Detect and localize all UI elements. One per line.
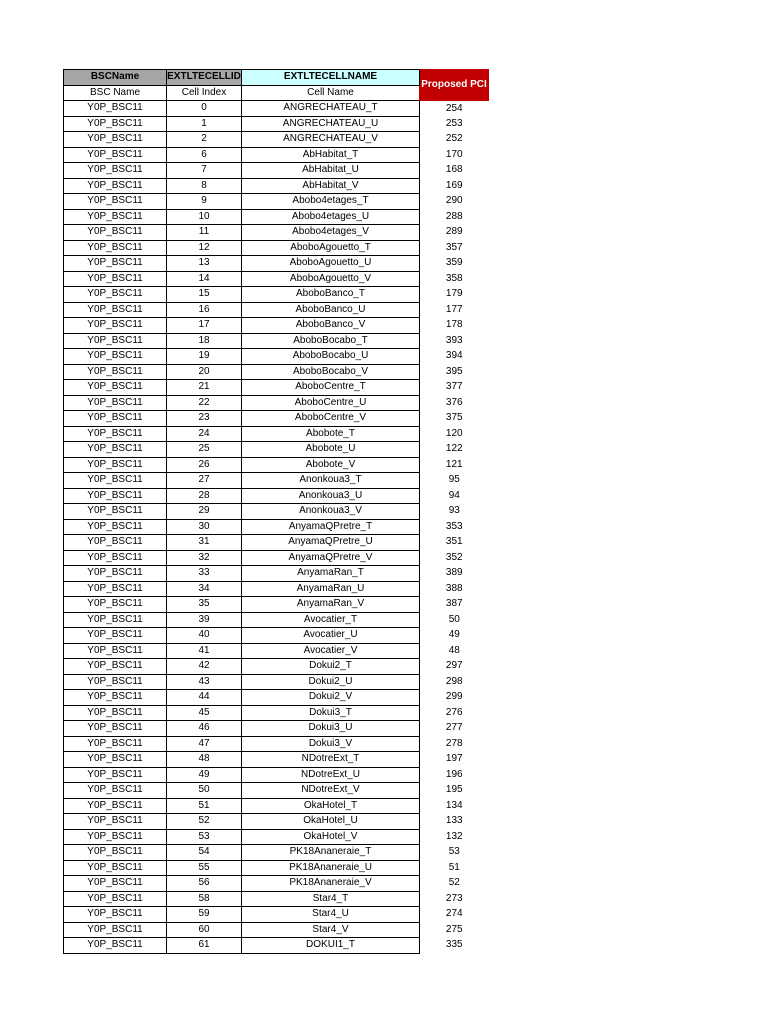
pci-cell[interactable]: 253 (445, 117, 463, 129)
cell-index-cell[interactable]: 6 (167, 147, 242, 163)
pci-cell[interactable]: 289 (445, 226, 463, 238)
pci-cell[interactable]: 52 (448, 877, 460, 889)
cell-name-cell[interactable]: AnyamaQPretre_T (242, 519, 420, 535)
cell-name-cell[interactable]: Abobote_T (242, 426, 420, 442)
table-row (64, 380, 489, 396)
table-row (64, 349, 489, 365)
table-row (64, 891, 489, 907)
cell-name-cell[interactable]: Star4_V (242, 922, 420, 938)
table-row (64, 721, 489, 737)
cell-name-cell[interactable]: AboboCentre_V (242, 411, 420, 427)
pci-cell[interactable]: 48 (448, 644, 460, 656)
table-row (64, 256, 489, 272)
table-row (64, 271, 489, 287)
cell-index-cell[interactable]: 28 (167, 488, 242, 504)
bsc-cell[interactable]: Y0P_BSC11 (64, 442, 167, 458)
cell-name-cell[interactable]: Dokui3_U (242, 721, 420, 737)
table-row (64, 488, 489, 504)
cell-index-cell[interactable]: 58 (167, 891, 242, 907)
bsc-cell[interactable]: Y0P_BSC11 (64, 333, 167, 349)
cell-name-cell[interactable]: Dokui2_V (242, 690, 420, 706)
table-row (64, 225, 489, 241)
bsc-cell[interactable]: Y0P_BSC11 (64, 194, 167, 210)
cell-index-cell[interactable]: 22 (167, 395, 242, 411)
pci-cell[interactable]: 297 (445, 660, 463, 672)
pci-cell[interactable]: 298 (445, 675, 463, 687)
bsc-cell[interactable]: Y0P_BSC11 (64, 147, 167, 163)
pci-cell[interactable]: 170 (445, 148, 463, 160)
cell-index-cell[interactable]: 52 (167, 814, 242, 830)
cell-name-cell[interactable]: ANGRECHATEAU_T (242, 101, 420, 117)
pci-cell[interactable]: 387 (445, 598, 463, 610)
bsc-cell[interactable]: Y0P_BSC11 (64, 721, 167, 737)
bsc-cell[interactable]: Y0P_BSC11 (64, 938, 167, 954)
table-row (64, 116, 489, 132)
cell-index-cell[interactable]: 20 (167, 364, 242, 380)
cell-name-cell[interactable]: AboboBanco_V (242, 318, 420, 334)
cell-index-cell[interactable]: 15 (167, 287, 242, 303)
table-row (64, 783, 489, 799)
cell-index-cell[interactable]: 29 (167, 504, 242, 520)
table-row (64, 519, 489, 535)
cell-name-cell[interactable]: Avocatier_T (242, 612, 420, 628)
cell-name-cell[interactable]: NDotreExt_U (242, 767, 420, 783)
cell-name-cell[interactable]: Abobo4etages_U (242, 209, 420, 225)
table-row (64, 938, 489, 954)
table-row (64, 132, 489, 148)
bsc-cell[interactable]: Y0P_BSC11 (64, 752, 167, 768)
cell-name-cell[interactable]: Anonkoua3_V (242, 504, 420, 520)
bsc-cell[interactable]: Y0P_BSC11 (64, 178, 167, 194)
subheader-bsc-name[interactable]: BSC Name (64, 85, 167, 101)
bsc-cell[interactable]: Y0P_BSC11 (64, 612, 167, 628)
bsc-cell[interactable]: Y0P_BSC11 (64, 116, 167, 132)
cell-name-cell[interactable]: Star4_T (242, 891, 420, 907)
pci-cell[interactable]: 196 (445, 768, 463, 780)
table-row (64, 163, 489, 179)
pci-cell[interactable]: 50 (448, 613, 460, 625)
cell-name-cell[interactable]: Abobote_V (242, 457, 420, 473)
pci-cell[interactable]: 388 (445, 582, 463, 594)
bsc-cell[interactable]: Y0P_BSC11 (64, 163, 167, 179)
cell-index-cell[interactable]: 1 (167, 116, 242, 132)
cell-name-cell[interactable]: ANGRECHATEAU_V (242, 132, 420, 148)
cell-name-cell[interactable]: AboboBocabo_U (242, 349, 420, 365)
cell-index-cell[interactable]: 8 (167, 178, 242, 194)
table-row (64, 442, 489, 458)
cell-name-cell[interactable]: NDotreExt_V (242, 783, 420, 799)
header-row (64, 70, 489, 86)
cell-name-cell[interactable]: AboboCentre_T (242, 380, 420, 396)
pci-cell[interactable]: 275 (445, 923, 463, 935)
cell-index-cell[interactable]: 19 (167, 349, 242, 365)
cell-name-cell[interactable]: OkaHotel_U (242, 814, 420, 830)
pci-cell[interactable]: 357 (445, 241, 463, 253)
table-row (64, 736, 489, 752)
pci-cell[interactable]: 395 (445, 365, 463, 377)
bsc-cell[interactable]: Y0P_BSC11 (64, 395, 167, 411)
cell-index-cell[interactable]: 42 (167, 659, 242, 675)
table-row (64, 612, 489, 628)
cell-index-cell[interactable]: 2 (167, 132, 242, 148)
pci-cell[interactable]: 278 (445, 737, 463, 749)
pci-cell[interactable]: 254 (445, 102, 463, 114)
cell-index-cell[interactable]: 33 (167, 566, 242, 582)
bsc-cell[interactable]: Y0P_BSC11 (64, 457, 167, 473)
pci-cell[interactable]: 132 (445, 830, 463, 842)
cell-index-cell[interactable]: 21 (167, 380, 242, 396)
bsc-cell[interactable]: Y0P_BSC11 (64, 814, 167, 830)
table-row (64, 767, 489, 783)
bsc-cell[interactable]: Y0P_BSC11 (64, 829, 167, 845)
pci-cell[interactable]: 121 (445, 458, 463, 470)
bsc-cell[interactable]: Y0P_BSC11 (64, 364, 167, 380)
pci-cell[interactable]: 299 (445, 691, 463, 703)
table-row (64, 426, 489, 442)
bsc-cell[interactable]: Y0P_BSC11 (64, 535, 167, 551)
cell-name-cell[interactable]: AnyamaQPretre_V (242, 550, 420, 566)
pci-cell[interactable]: 178 (445, 319, 463, 331)
cell-index-cell[interactable]: 51 (167, 798, 242, 814)
pci-cell[interactable]: 122 (445, 443, 463, 455)
cell-index-cell[interactable]: 53 (167, 829, 242, 845)
table-row (64, 907, 489, 923)
cell-name-cell[interactable]: AnyamaRan_T (242, 566, 420, 582)
cell-name-cell[interactable]: Dokui3_T (242, 705, 420, 721)
header-proposed-pci[interactable]: Proposed PCI (420, 70, 489, 101)
bsc-cell[interactable]: Y0P_BSC11 (64, 209, 167, 225)
bsc-cell[interactable]: Y0P_BSC11 (64, 767, 167, 783)
cell-index-cell[interactable]: 32 (167, 550, 242, 566)
bsc-cell[interactable]: Y0P_BSC11 (64, 504, 167, 520)
cell-index-cell[interactable]: 14 (167, 271, 242, 287)
bsc-cell[interactable]: Y0P_BSC11 (64, 318, 167, 334)
pci-cell[interactable]: 376 (445, 396, 463, 408)
header-cell-name[interactable]: EXTLTECELLNAME (242, 70, 420, 86)
cell-index-cell[interactable]: 56 (167, 876, 242, 892)
cell-index-cell[interactable]: 39 (167, 612, 242, 628)
bsc-cell[interactable]: Y0P_BSC11 (64, 674, 167, 690)
cell-index-cell[interactable]: 55 (167, 860, 242, 876)
cell-index-cell[interactable]: 16 (167, 302, 242, 318)
pci-cell[interactable]: 168 (445, 164, 463, 176)
cell-index-cell[interactable]: 46 (167, 721, 242, 737)
cell-name-cell[interactable]: AboboBanco_U (242, 302, 420, 318)
cell-index-cell[interactable]: 40 (167, 628, 242, 644)
table-row (64, 240, 489, 256)
cell-index-cell[interactable]: 48 (167, 752, 242, 768)
table-row (64, 333, 489, 349)
cell-name-cell[interactable]: OkaHotel_V (242, 829, 420, 845)
cell-name-cell[interactable]: Avocatier_U (242, 628, 420, 644)
bsc-cell[interactable]: Y0P_BSC11 (64, 426, 167, 442)
pci-cell[interactable]: 53 (448, 846, 460, 858)
cell-name-cell[interactable]: Star4_U (242, 907, 420, 923)
cell-index-cell[interactable]: 10 (167, 209, 242, 225)
cell-index-cell[interactable]: 13 (167, 256, 242, 272)
table-row (64, 147, 489, 163)
bsc-cell[interactable]: Y0P_BSC11 (64, 256, 167, 272)
pci-cell[interactable]: 394 (445, 350, 463, 362)
table-row (64, 581, 489, 597)
bsc-cell[interactable]: Y0P_BSC11 (64, 519, 167, 535)
cell-index-cell[interactable]: 26 (167, 457, 242, 473)
table-row (64, 829, 489, 845)
cell-index-cell[interactable]: 61 (167, 938, 242, 954)
pci-cell[interactable]: 120 (445, 427, 463, 439)
cell-name-cell[interactable]: Dokui2_T (242, 659, 420, 675)
subheader-cell-index[interactable]: Cell Index (167, 85, 242, 101)
pci-cell[interactable]: 195 (445, 784, 463, 796)
header-bsc-name[interactable]: BSCName (64, 70, 167, 86)
cell-index-cell[interactable]: 30 (167, 519, 242, 535)
bsc-cell[interactable]: Y0P_BSC11 (64, 907, 167, 923)
bsc-cell[interactable]: Y0P_BSC11 (64, 860, 167, 876)
table-row (64, 535, 489, 551)
cell-index-cell[interactable]: 60 (167, 922, 242, 938)
cell-name-cell[interactable]: Anonkoua3_U (242, 488, 420, 504)
cell-index-cell[interactable]: 35 (167, 597, 242, 613)
pci-cell[interactable]: 389 (445, 567, 463, 579)
table-row (64, 798, 489, 814)
cell-name-cell[interactable]: Dokui2_U (242, 674, 420, 690)
bsc-cell[interactable]: Y0P_BSC11 (64, 225, 167, 241)
table-row (64, 101, 489, 117)
pci-cell[interactable]: 353 (445, 520, 463, 532)
bsc-cell[interactable]: Y0P_BSC11 (64, 566, 167, 582)
table-row (64, 457, 489, 473)
table-row (64, 845, 489, 861)
cell-name-cell[interactable]: PK18Ananeraie_V (242, 876, 420, 892)
bsc-cell[interactable]: Y0P_BSC11 (64, 287, 167, 303)
cell-name-cell[interactable]: AboboBanco_T (242, 287, 420, 303)
pci-cell[interactable]: 95 (448, 474, 460, 486)
table-row (64, 860, 489, 876)
bsc-cell[interactable]: Y0P_BSC11 (64, 736, 167, 752)
cell-index-cell[interactable]: 41 (167, 643, 242, 659)
cell-name-cell[interactable]: Abobo4etages_V (242, 225, 420, 241)
cell-index-cell[interactable]: 54 (167, 845, 242, 861)
bsc-cell[interactable]: Y0P_BSC11 (64, 597, 167, 613)
table-row (64, 411, 489, 427)
cell-index-cell[interactable]: 9 (167, 194, 242, 210)
cell-name-cell[interactable]: AnyamaRan_V (242, 597, 420, 613)
bsc-cell[interactable]: Y0P_BSC11 (64, 798, 167, 814)
pci-cell[interactable]: 276 (445, 706, 463, 718)
pci-cell[interactable]: 177 (445, 303, 463, 315)
cell-table (63, 69, 489, 954)
table-row (64, 178, 489, 194)
cell-index-cell[interactable]: 50 (167, 783, 242, 799)
cell-index-cell[interactable]: 43 (167, 674, 242, 690)
pci-cell[interactable]: 359 (445, 257, 463, 269)
cell-name-cell[interactable]: PK18Ananeraie_U (242, 860, 420, 876)
table-row (64, 302, 489, 318)
cell-name-cell[interactable]: NDotreExt_T (242, 752, 420, 768)
table-row (64, 287, 489, 303)
cell-index-cell[interactable]: 59 (167, 907, 242, 923)
cell-name-cell[interactable]: AboboBocabo_T (242, 333, 420, 349)
cell-index-cell[interactable]: 11 (167, 225, 242, 241)
bsc-cell[interactable]: Y0P_BSC11 (64, 705, 167, 721)
pci-cell[interactable]: 277 (445, 722, 463, 734)
table-row (64, 690, 489, 706)
cell-name-cell[interactable]: AboboAgouetto_U (242, 256, 420, 272)
cell-name-cell[interactable]: PK18Ananeraie_T (242, 845, 420, 861)
bsc-cell[interactable]: Y0P_BSC11 (64, 380, 167, 396)
cell-index-cell[interactable]: 47 (167, 736, 242, 752)
cell-name-cell[interactable]: AnyamaRan_U (242, 581, 420, 597)
bsc-cell[interactable]: Y0P_BSC11 (64, 488, 167, 504)
bsc-cell[interactable]: Y0P_BSC11 (64, 581, 167, 597)
table-row (64, 364, 489, 380)
table-row (64, 659, 489, 675)
pci-cell[interactable]: 134 (445, 799, 463, 811)
cell-index-cell[interactable]: 27 (167, 473, 242, 489)
pci-cell[interactable]: 393 (445, 334, 463, 346)
pci-cell[interactable]: 94 (448, 489, 460, 501)
cell-name-cell[interactable]: DOKUI1_T (242, 938, 420, 954)
bsc-cell[interactable]: Y0P_BSC11 (64, 240, 167, 256)
cell-name-cell[interactable]: Dokui3_V (242, 736, 420, 752)
pci-cell[interactable]: 169 (445, 179, 463, 191)
table-row (64, 628, 489, 644)
pci-cell[interactable]: 352 (445, 551, 463, 563)
bsc-cell[interactable]: Y0P_BSC11 (64, 550, 167, 566)
table-row (64, 395, 489, 411)
table-row (64, 643, 489, 659)
bsc-cell[interactable]: Y0P_BSC11 (64, 876, 167, 892)
cell-index-cell[interactable]: 17 (167, 318, 242, 334)
table-row (64, 922, 489, 938)
table-row (64, 876, 489, 892)
cell-name-cell[interactable]: Abobo4etages_T (242, 194, 420, 210)
pci-cell[interactable]: 133 (445, 815, 463, 827)
cell-name-cell[interactable]: OkaHotel_T (242, 798, 420, 814)
pci-cell[interactable]: 290 (445, 195, 463, 207)
table-row (64, 597, 489, 613)
cell-name-cell[interactable]: AboboAgouetto_T (242, 240, 420, 256)
bsc-cell[interactable]: Y0P_BSC11 (64, 845, 167, 861)
cell-index-cell[interactable]: 0 (167, 101, 242, 117)
table-row (64, 705, 489, 721)
table-row (64, 814, 489, 830)
table-row (64, 209, 489, 225)
cell-index-cell[interactable]: 45 (167, 705, 242, 721)
cell-index-cell[interactable]: 49 (167, 767, 242, 783)
pci-cell[interactable]: 49 (448, 629, 460, 641)
pci-cell[interactable]: 377 (445, 381, 463, 393)
cell-name-cell[interactable]: ANGRECHATEAU_U (242, 116, 420, 132)
pci-cell[interactable]: 197 (445, 753, 463, 765)
bsc-cell[interactable]: Y0P_BSC11 (64, 628, 167, 644)
bsc-cell[interactable]: Y0P_BSC11 (64, 302, 167, 318)
bsc-cell[interactable]: Y0P_BSC11 (64, 783, 167, 799)
pci-cell[interactable]: 375 (445, 412, 463, 424)
bsc-cell[interactable]: Y0P_BSC11 (64, 271, 167, 287)
table-body (64, 101, 489, 954)
bsc-cell[interactable]: Y0P_BSC11 (64, 659, 167, 675)
pci-cell[interactable]: 358 (445, 272, 463, 284)
cell-index-cell[interactable]: 34 (167, 581, 242, 597)
cell-index-cell[interactable]: 31 (167, 535, 242, 551)
cell-index-cell[interactable]: 24 (167, 426, 242, 442)
pci-cell[interactable]: 274 (445, 908, 463, 920)
cell-index-cell[interactable]: 44 (167, 690, 242, 706)
cell-index-cell[interactable]: 18 (167, 333, 242, 349)
cell-index-cell[interactable]: 25 (167, 442, 242, 458)
table-row (64, 674, 489, 690)
bsc-cell[interactable]: Y0P_BSC11 (64, 411, 167, 427)
pci-cell[interactable]: 288 (445, 210, 463, 222)
table-row (64, 318, 489, 334)
pci-cell[interactable]: 351 (445, 536, 463, 548)
bsc-cell[interactable]: Y0P_BSC11 (64, 473, 167, 489)
cell-name-cell[interactable]: Abobote_U (242, 442, 420, 458)
header-cell-id[interactable]: EXTLTECELLID (167, 70, 242, 86)
bsc-cell[interactable]: Y0P_BSC11 (64, 349, 167, 365)
pci-cell[interactable]: 93 (448, 505, 460, 517)
cell-index-cell[interactable]: 7 (167, 163, 242, 179)
pci-cell[interactable]: 335 (445, 939, 463, 951)
table-row (64, 566, 489, 582)
table-row (64, 194, 489, 210)
cell-index-cell[interactable]: 23 (167, 411, 242, 427)
cell-name-cell[interactable]: Avocatier_V (242, 643, 420, 659)
cell-name-cell[interactable]: AboboBocabo_V (242, 364, 420, 380)
cell-name-cell[interactable]: AboboCentre_U (242, 395, 420, 411)
table-row (64, 473, 489, 489)
cell-name-cell[interactable]: AbHabitat_U (242, 163, 420, 179)
bsc-cell[interactable]: Y0P_BSC11 (64, 643, 167, 659)
cell-name-cell[interactable]: AnyamaQPretre_U (242, 535, 420, 551)
pci-cell[interactable]: 179 (445, 288, 463, 300)
table-row (64, 504, 489, 520)
pci-cell[interactable]: 252 (445, 133, 463, 145)
cell-name-cell[interactable]: AboboAgouetto_V (242, 271, 420, 287)
pci-cell[interactable]: 51 (448, 861, 460, 873)
bsc-cell[interactable]: Y0P_BSC11 (64, 101, 167, 117)
table-row (64, 752, 489, 768)
cell-name-cell[interactable]: AbHabitat_V (242, 178, 420, 194)
subheader-cell-name[interactable]: Cell Name (242, 85, 420, 101)
cell-index-cell[interactable]: 12 (167, 240, 242, 256)
pci-cell[interactable]: 273 (445, 892, 463, 904)
cell-name-cell[interactable]: AbHabitat_T (242, 147, 420, 163)
bsc-cell[interactable]: Y0P_BSC11 (64, 922, 167, 938)
bsc-cell[interactable]: Y0P_BSC11 (64, 132, 167, 148)
bsc-cell[interactable]: Y0P_BSC11 (64, 891, 167, 907)
table-row (64, 550, 489, 566)
cell-name-cell[interactable]: Anonkoua3_T (242, 473, 420, 489)
bsc-cell[interactable]: Y0P_BSC11 (64, 690, 167, 706)
